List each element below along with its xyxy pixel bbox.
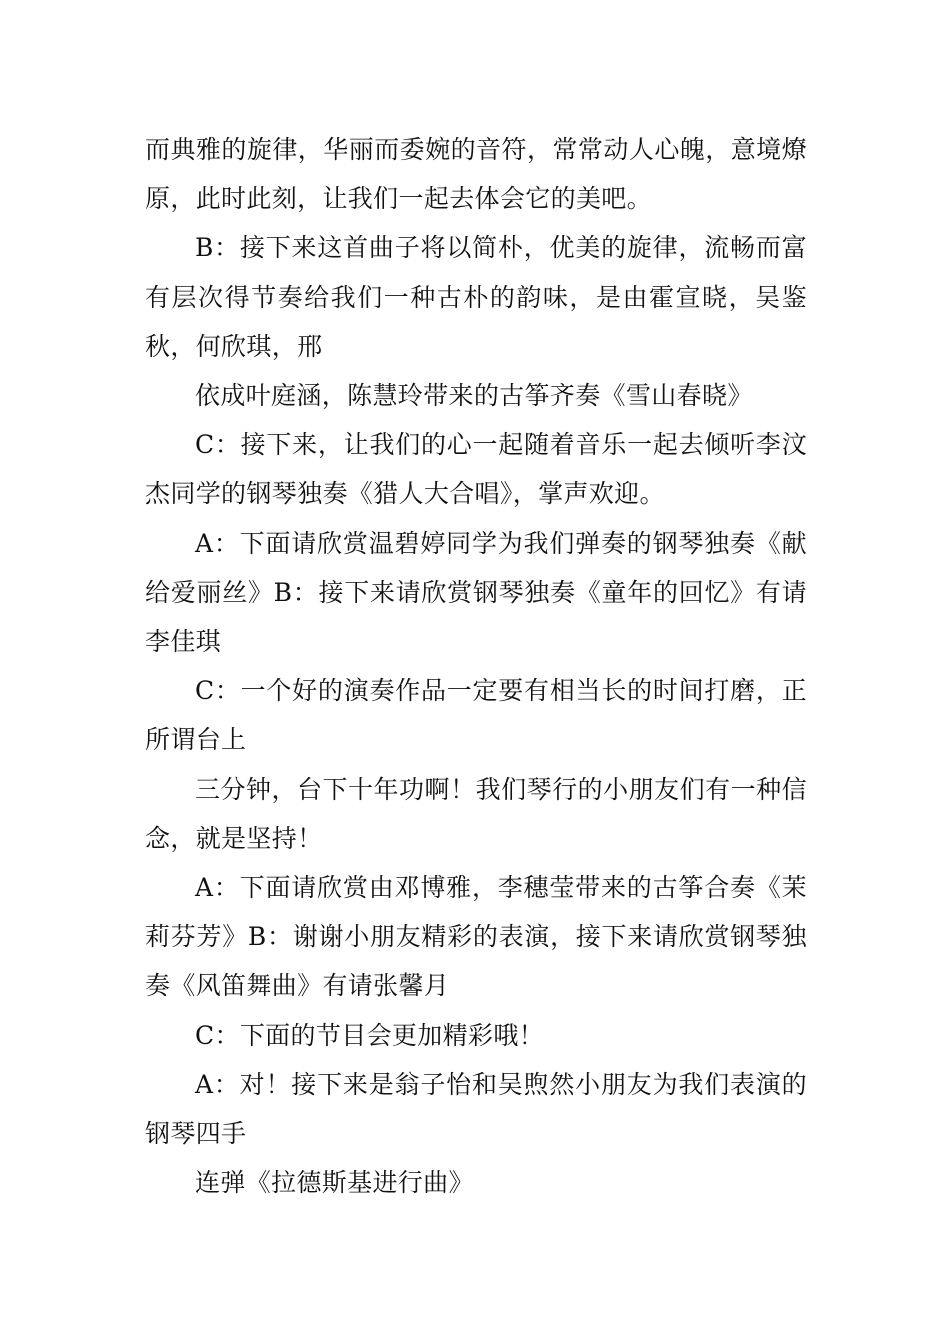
paragraph-host-c-practice: C：一个好的演奏作品一定要有相当长的时间打磨，正所谓台上 <box>145 676 807 755</box>
paragraph-host-a-guzheng-duet: A：下面请欣赏由邓博雅，李穗莹带来的古筝合奏《茉莉芬芳》B：谢谢小朋友精彩的表演，接下来请欣赏钢琴独奏《风笛舞曲》有请张馨月 <box>145 873 807 1001</box>
paragraph-intro-continuation: 而典雅的旋律，华丽而委婉的音符，常常动人心魄，意境燎原，此时此刻，让我们一起去体会它的美吧。 <box>145 135 807 214</box>
paragraph-host-c-piano-solo: C：接下来，让我们的心一起随着音乐一起去倾听李汶杰同学的钢琴独奏《猎人大合唱》，掌声欢迎。 <box>145 430 807 509</box>
paragraph-host-a-piano-solos: A：下面请欣赏温碧婷同学为我们弹奏的钢琴独奏《献给爱丽丝》B：接下来请欣赏钢琴独奏《童年的回忆》有请李佳琪 <box>145 528 807 657</box>
paragraph-host-a-four-hands: A：对！接下来是翁子怡和吴煦然小朋友为我们表演的钢琴四手 <box>145 1069 807 1149</box>
document-body <box>145 125 807 1207</box>
paragraph-persistence: 三分钟，台下十年功啊！我们琴行的小朋友们有一种信念，就是坚持！ <box>145 774 807 853</box>
paragraph-host-b-guzheng-intro: B：接下来这首曲子将以简朴，优美的旋律，流畅而富有层次得节奏给我们一种古朴的韵味，是由霍宣晓，吴鉴秋，何欣琪，邢 <box>145 233 807 361</box>
paragraph-radetzky-march: 连弹《拉德斯基进行曲》 <box>195 1168 474 1198</box>
paragraph-host-c-exciting: C：下面的节目会更加精彩哦！ <box>195 1020 545 1050</box>
paragraph-guzheng-performers: 依成叶庭涵，陈慧玲带来的古筝齐奏《雪山春晓》 <box>195 381 753 411</box>
